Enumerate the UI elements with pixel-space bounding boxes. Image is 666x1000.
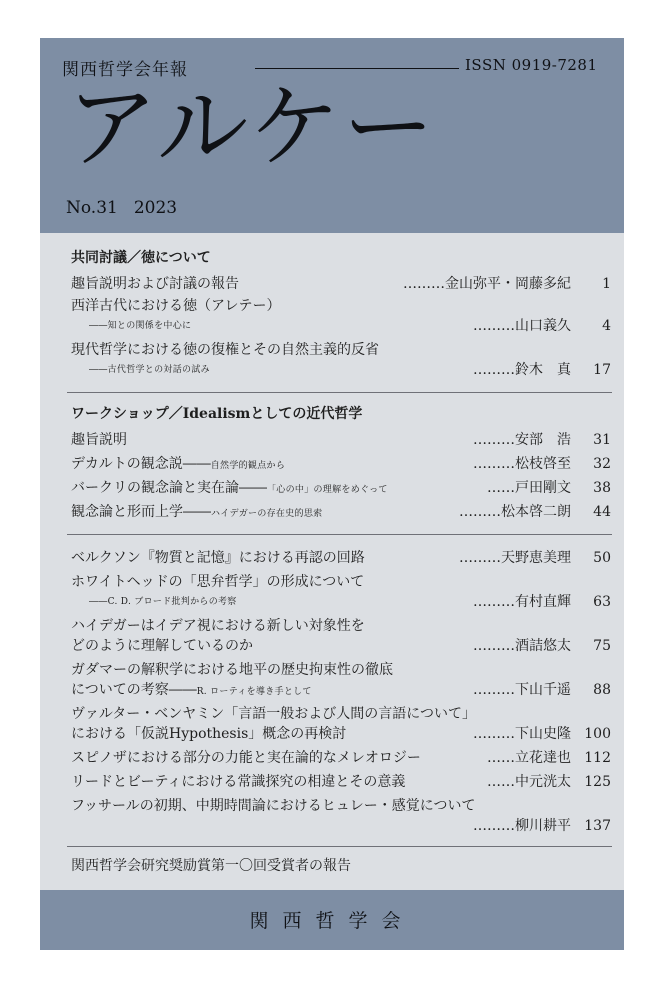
publisher-name: 関西哲学会 [249, 910, 415, 932]
issue-line [66, 198, 193, 218]
toc-entry: 観念論と形而上学――ハイデガーの存在史的思索 ………松本啓二朗 44 [71, 504, 611, 520]
toc-entry: ヴァルター・ベンヤミン「言語一般および人間の言語について」 [71, 706, 477, 722]
section-divider [67, 392, 612, 393]
issn: ISSN 0919-7281 [465, 56, 598, 74]
toc-entry: どのように理解しているのか ………酒詰悠太 75 [71, 638, 611, 654]
issue-year: 2023 [133, 198, 178, 218]
toc-entry: ハイデガーはイデア視における新しい対象性を [71, 618, 365, 634]
section-heading: 共同討議／徳について [71, 250, 211, 266]
section-divider [67, 846, 612, 847]
toc-entry: フッサールの初期、中期時間論におけるヒュレー・感覚について [71, 798, 476, 814]
toc-entry: 現代哲学における徳の復権とその自然主義的反省 [71, 342, 379, 358]
toc-entry: バークリの観念論と実在論――「心の中」の理解をめぐって ……戸田剛文 38 [71, 480, 611, 496]
toc-entry: ホワイトヘッドの「思弁哲学」の形成について [71, 574, 365, 590]
cover-header [40, 38, 624, 233]
toc-entry: ガダマーの解釈学における地平の歴史拘束性の徹底 [71, 662, 393, 678]
journal-name: 関西哲学会年報 [62, 60, 188, 80]
toc-entry: 西洋古代における徳（アレテー） [71, 298, 281, 314]
journal-title: アルケー [66, 74, 437, 181]
award-report: 関西哲学会研究奨励賞第一〇回受賞者の報告 [71, 858, 351, 874]
cover-footer [40, 890, 624, 950]
toc-entry: についての考察――R. ローティを導き手として ………下山千遥 88 [71, 682, 611, 698]
toc-entry: 趣旨説明 ………安部 浩 31 [71, 432, 611, 448]
toc-entry: スピノザにおける部分の力能と実在論的なメレオロジー ……立花達也 112 [71, 750, 611, 766]
toc-entry: ベルクソン『物質と記憶』における再認の回路 ………天野恵美理 50 [71, 550, 611, 566]
toc-entry: 趣旨説明および討議の報告 ………金山弥平・岡藤多紀 1 [71, 276, 611, 292]
toc-entry: デカルトの観念説――自然学的観点から ………松枝啓至 32 [71, 456, 611, 472]
toc-entry: リードとビーティにおける常識探究の相違とその意義 ……中元洸太 125 [71, 774, 611, 790]
toc-entry: ………柳川耕平 137 [473, 818, 611, 834]
section-divider [67, 534, 612, 535]
toc-entry: ――知との関係を中心に ………山口義久 4 [89, 318, 611, 334]
cover [40, 38, 624, 950]
toc-entry: ――古代哲学との対話の試み ………鈴木 真 17 [89, 362, 611, 378]
issue-number: No.31 [66, 198, 118, 218]
toc-entry: における「仮説Hypothesis」概念の再検討 ………下山史隆 100 [71, 726, 611, 742]
header-rule [255, 68, 459, 69]
section-heading: ワークショップ／Idealismとしての近代哲学 [71, 406, 363, 422]
toc-entry: ――C. D. ブロード批判からの考察 ………有村直輝 63 [89, 594, 611, 610]
